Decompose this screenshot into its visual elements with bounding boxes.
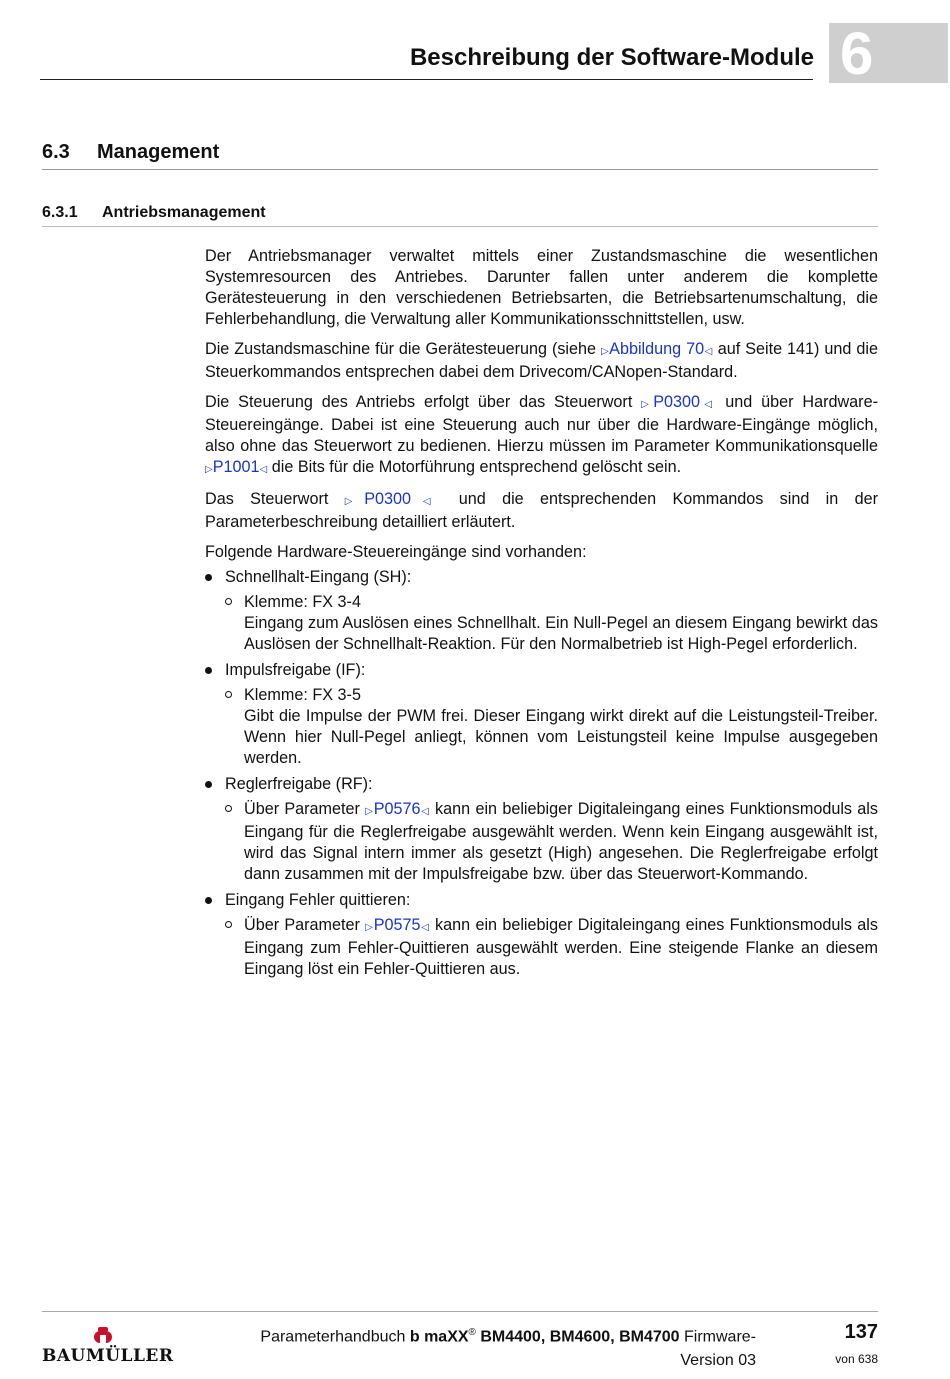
text-span: Firmware- <box>679 1328 756 1346</box>
page-total: von 638 <box>835 1352 878 1366</box>
sub-item <box>205 915 878 980</box>
text-span: kann ein beliebiger Digitaleingang eines Funktionsmoduls als Eingang für die Reglerfreigabe ausgewählt werden. Wenn kein Eingang ausgewählt ist, wird das Signal intern immer als gesetzt (High) angesehen. Die Reglerfreigabe erfolgt dann zusammen mit der Impulsfreigabe bzw. über das Steuerwort-Kommando. <box>244 800 878 883</box>
link-arrow-left-icon: ◁ <box>411 496 443 507</box>
footer-rule <box>42 1311 878 1312</box>
bullet-icon <box>205 897 212 904</box>
link-label: P0575 <box>373 916 421 934</box>
header-title: Beschreibung der Software-Module <box>409 44 814 71</box>
subsection-number: 6.3.1 <box>42 204 78 221</box>
link-arrow-left-icon: ◁ <box>259 464 268 475</box>
parameter-link-p0300[interactable] <box>345 490 443 508</box>
link-arrow-right-icon: ▷ <box>641 399 654 410</box>
link-arrow-right-icon: ▷ <box>365 922 374 933</box>
link-label: P0300 <box>653 393 701 411</box>
company-logo-text: BAUMÜLLER <box>42 1346 174 1366</box>
bullet-label: Impulsfreigabe (IF): <box>225 661 366 679</box>
baumueller-logo-icon <box>91 1325 115 1345</box>
section-heading <box>42 141 878 170</box>
sub-item <box>205 685 878 769</box>
paragraph-2 <box>205 339 878 383</box>
header-rule <box>40 79 813 80</box>
chapter-number: 6 <box>840 20 874 87</box>
paragraph-4 <box>205 489 878 533</box>
text-span: Über Parameter <box>244 916 366 934</box>
bullet-item-rf <box>205 774 878 795</box>
parameter-link-p0575[interactable] <box>365 916 430 934</box>
bullet-label: Schnellhalt-Eingang (SH): <box>225 568 412 586</box>
text-span: auf Seite 141) und die Steuerkommandos entsprechen dabei dem Drivecom/CANopen-Standard. <box>205 340 878 381</box>
link-arrow-right-icon: ▷ <box>205 464 213 475</box>
page-number: 137 <box>844 1321 878 1343</box>
link-label: P0300 <box>364 490 412 508</box>
bullet-item-sh <box>205 567 878 588</box>
link-label: P1001 <box>212 458 260 476</box>
subsection-title: Antriebsmanagement <box>102 204 266 221</box>
link-label: Abbildung 70 <box>609 340 705 358</box>
circle-bullet-icon <box>225 805 232 812</box>
circle-bullet-icon <box>225 691 232 698</box>
text-span: kann ein beliebiger Digitaleingang eines Funktionsmoduls als Eingang zum Fehler-Quittieren ausgewählt werden. Eine steigende Flanke an diesem Eingang löst ein Fehler-Quittieren aus. <box>244 916 878 978</box>
footer-book-title <box>208 1321 756 1373</box>
sub-item-line: Klemme: FX 3-4 <box>244 593 361 611</box>
text-span: Über Parameter <box>244 800 366 818</box>
text-span: die Bits für die Motorführung entsprechend gelöscht sein. <box>267 458 682 476</box>
sub-item <box>205 592 878 655</box>
sub-item-text: Gibt die Impulse der PWM frei. Dieser Eingang wirkt direkt auf die Leistungsteil-Treiber. Wenn hier Null-Pegel anliegt, können vom Leistungsteil keine Impulse ausgegeben werden. <box>244 707 878 767</box>
section-number: 6.3 <box>42 141 70 163</box>
link-arrow-right-icon: ▷ <box>365 806 374 817</box>
registered-mark: ® <box>468 1327 476 1338</box>
circle-bullet-icon <box>225 921 232 928</box>
sub-item-line: Klemme: FX 3-5 <box>244 686 361 704</box>
bullet-item-if <box>205 660 878 681</box>
product-name: b maXX <box>409 1328 469 1346</box>
sub-item <box>205 799 878 885</box>
link-arrow-right-icon: ▷ <box>601 346 610 357</box>
product-models: BM4400, BM4600, BM4700 <box>475 1328 680 1346</box>
text-span: Parameterhandbuch <box>260 1328 410 1346</box>
text-span: und die entsprechenden Kommandos sind in der Parameterbeschreibung detailliert erläutert. <box>205 490 878 531</box>
bullet-item-fault-ack <box>205 890 878 911</box>
figure-link[interactable] <box>601 340 713 358</box>
link-arrow-left-icon: ◁ <box>420 922 430 933</box>
text-span: Das Steuerwort <box>205 490 345 508</box>
bullet-label: Eingang Fehler quittieren: <box>225 891 411 909</box>
subsection-heading <box>42 204 878 227</box>
link-arrow-right-icon: ▷ <box>344 496 365 507</box>
link-arrow-left-icon: ◁ <box>420 806 430 817</box>
bullet-icon <box>205 574 212 581</box>
paragraph-3 <box>205 392 878 480</box>
text-span: und über Hardware-Steuereingänge. Dabei ist eine Steuerung auch nur über die Hardware-Eingänge möglich, also ohne das Steuerwort zu bedienen. Hierzu müssen im Parameter Kommunikationsquelle <box>205 393 878 455</box>
section-title: Management <box>97 141 220 163</box>
link-arrow-left-icon: ◁ <box>700 399 717 410</box>
text-span: Die Steuerung des Antriebs erfolgt über das Steuerwort <box>205 393 642 411</box>
parameter-link-p0576[interactable] <box>365 800 430 818</box>
link-arrow-left-icon: ◁ <box>704 346 713 357</box>
text-span: Die Zustandsmaschine für die Gerätesteuerung (siehe <box>205 340 601 358</box>
sub-item-text: Eingang zum Auslösen eines Schnellhalt. Ein Null-Pegel an diesem Eingang bewirkt das Auslösen der Schnellhalt-Reaktion. Für den Normalbetrieb ist High-Pegel erforderlich. <box>244 614 878 653</box>
parameter-link-p0300[interactable] <box>641 393 716 411</box>
bullet-label: Reglerfreigabe (RF): <box>225 775 373 793</box>
bullet-icon <box>205 781 212 788</box>
parameter-link-p1001[interactable] <box>205 458 267 476</box>
version-label: Version 03 <box>680 1352 756 1370</box>
body-content <box>205 246 878 985</box>
paragraph-1: Der Antriebsmanager verwaltet mittels einer Zustandsmaschine die wesentlichen Systemresourcen des Antriebes. Darunter fallen unter anderem die komplette Gerätesteuerung in den verschiedenen Betriebsarten, die Betriebsartenumschaltung, die Fehlerbehandlung, die Verwaltung aller Kommunikationsschnittstellen, usw. <box>205 247 878 328</box>
link-label: P0576 <box>373 800 421 818</box>
circle-bullet-icon <box>225 598 232 605</box>
bullet-icon <box>205 667 212 674</box>
paragraph-5: Folgende Hardware-Steuereingänge sind vorhanden: <box>205 543 587 561</box>
